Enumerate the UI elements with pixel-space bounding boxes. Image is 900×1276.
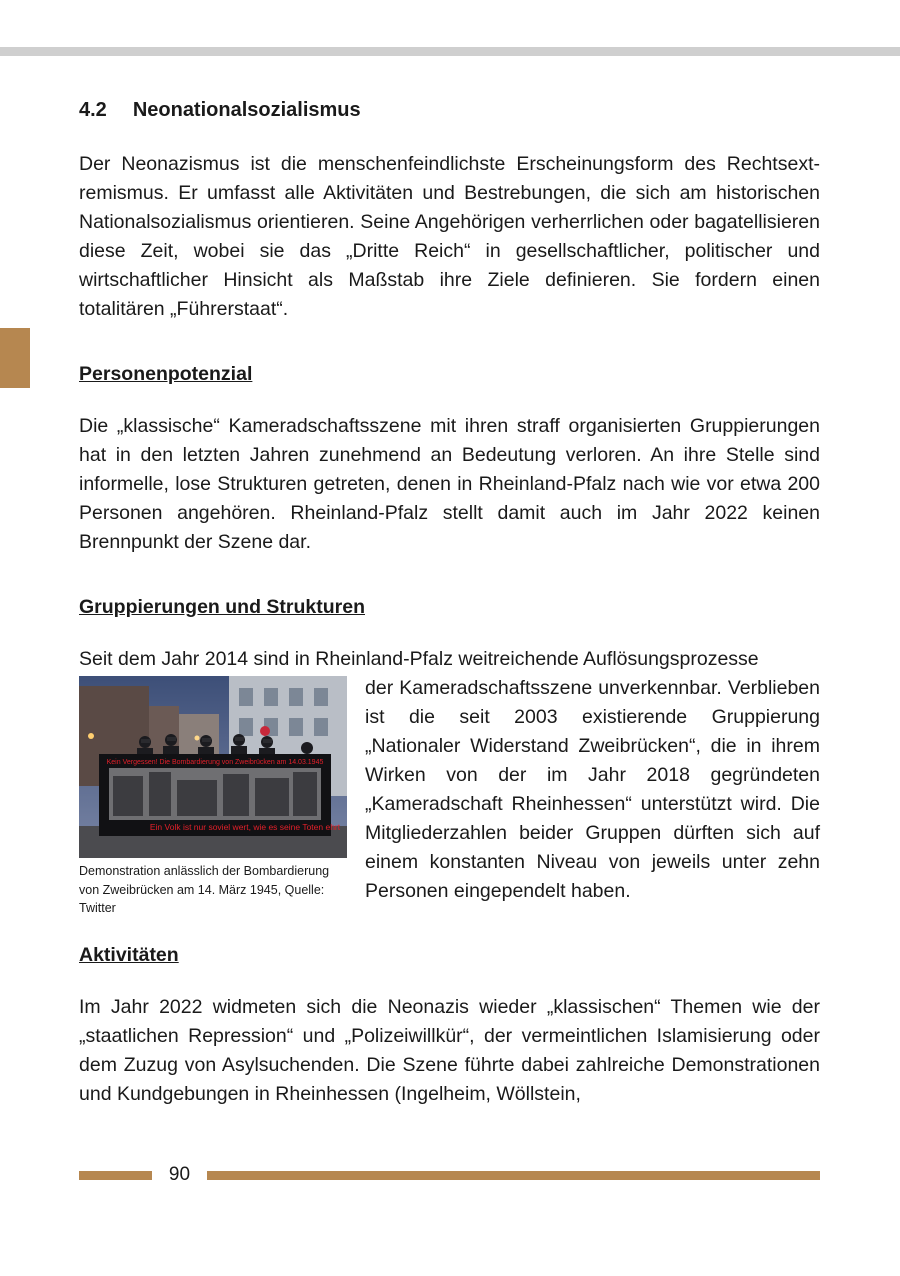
- banner-bottom-text: Ein Volk ist nur soviel wert, wie es seine Toten ehrt: [149, 822, 341, 832]
- gruppierungen-lead: Seit dem Jahr 2014 sind in Rheinland-Pfalz weitreichende Auflösungsprozesse: [79, 648, 759, 670]
- page-content: [79, 96, 820, 1109]
- section-heading: [79, 96, 820, 124]
- aktivitaeten-paragraph: Im Jahr 2022 widmeten sich die Neonazis wieder „klassischen“ Themen wie der „staatlichen Repression“ und „Polizeiwillkür“, der vermeintlichen Islamisierung oder dem Zuzug von Asylsuchenden. Die Szene führte dabei zahlreiche Demonstrationen und Kundgebungen in Rheinhessen (Ingelheim, Wöllstein,: [79, 995, 820, 1105]
- intro-paragraph: Der Neonazismus ist die menschenfeindlichste Erscheinungsform des Rechtsextremismus. Er umfasst alle Aktivitäten und Bestrebungen, die sich am historischen Nationalsozialismus orientieren. Seine Angehörigen verherrlichen oder bagatellisieren diese Zeit, wobei sie das „Dritte Reich“ in gesellschaftlicher, politischer und wirtschaftlicher Hinsicht als Maßstab ihre Ziele definieren. Sie fordern einen totalitären „Führerstaat“.: [79, 153, 820, 320]
- heading-personenpotenzial: Personenpotenzial: [79, 363, 253, 385]
- page-footer: [79, 1160, 820, 1190]
- page-number: 90: [168, 1164, 191, 1185]
- figure: [79, 674, 347, 918]
- top-rule: [0, 47, 900, 56]
- chapter-side-tab: [0, 328, 30, 388]
- figure-block: [79, 674, 820, 918]
- personenpotenzial-paragraph: Die „klassische“ Kameradschaftsszene mit ihren straff organisierten Gruppierungen hat in den letzten Jahren zunehmend an Bedeutung verloren. An ihre Stelle sind informelle, lose Strukturen getreten, denen in Rheinland-Pfalz nach wie vor etwa 200 Personen angehören. Rheinland-Pfalz stellt damit auch im Jahr 2022 keinen Brennpunkt der Szene dar.: [79, 415, 820, 553]
- footer-bar-left: [79, 1171, 152, 1180]
- gruppierungen-paragraph: der Kameradschaftsszene unverkennbar. Verblieben ist die seit 2003 existierende Gruppierung „Nationaler Widerstand Zweibrücken“, die in ihrem Wirken von der im Jahr 2018 gegründeten „Kameradschaft Rheinhessen“ unterstützt wird. Die Mitgliederzahlen beider Gruppen dürften sich auf einem konstanten Niveau von jeweils unter zehn Personen eingependelt haben.: [365, 677, 820, 902]
- section-title: Neonationalsozialismus: [132, 99, 361, 121]
- section-number: 4.2: [79, 99, 107, 121]
- heading-aktivitaeten: Aktivitäten: [79, 943, 179, 966]
- footer-bar-right: [207, 1171, 820, 1180]
- figure-caption: Demonstration anlässlich der Bombardierung von Zweibrücken am 14. März 1945, Quelle: Twitter: [79, 864, 330, 915]
- heading-gruppierungen: Gruppierungen und Strukturen: [79, 596, 365, 618]
- demonstration-photo: [79, 676, 347, 858]
- banner-top-text: Kein Vergessen! Die Bombardierung von Zweibrücken am 14.03.1945: [106, 759, 324, 766]
